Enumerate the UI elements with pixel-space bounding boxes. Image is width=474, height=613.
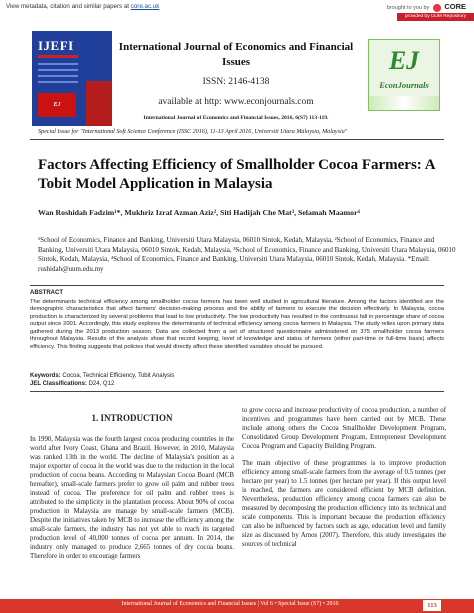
abstract-heading: ABSTRACT: [30, 290, 63, 296]
ej-badge: EJ: [38, 93, 76, 117]
body-column-right: [242, 406, 446, 557]
metadata-prefix: View metadata, citation and similar papers at: [6, 3, 130, 10]
jel-classifications: [30, 381, 114, 387]
jel-label: JEL Classifications:: [30, 381, 87, 387]
core-logo-icon: [433, 4, 441, 12]
logo-red-bar: [38, 55, 78, 58]
journal-title: International Journal of Economics and Financial Issues: [118, 41, 354, 68]
special-issue-note: Special Issue for "International Soft Science Conference (ISSC 2016), 11-13 April 2016, Universiti Utara Malaysia, Malaysia": [38, 129, 348, 135]
core-label: CORE: [444, 2, 466, 11]
keywords-label: Keywords:: [30, 373, 61, 379]
keywords: [30, 373, 174, 379]
logo-red-block: [86, 81, 112, 126]
logo-stripe: [369, 96, 439, 110]
journal-url: available at http: www.econjournals.com: [158, 97, 314, 107]
section-heading: 1. INTRODUCTION: [91, 413, 173, 423]
abstract-text: The determinants technical efficiency among smallholder cocoa farmers has been well studied in agricultural literature. Among the factors identified are the demographic characteristics that affect farmers' decision-making process and the ability of farmers to execute the decision effectively. In Malaysia, cocoa production is characterized by several problems that lead to low productivity. The low productivity has resulted in the continuous fall in percentage share of cocoa output since 2001. Accordingly, this study explores the determinants of technical efficiency among cocoa farmers in Malaysia. The study relies upon primary data gathered during the 2013 production season. Data are collected from a set of structured questionnaire administered on 375 smallholder cocoa farmers throughout Malaysia. Results of the analysis show that record keeping, level of knowledge and status of farmers (either part-time or full-time basis) affects efficiency. This finding suggests that policies that would directly affect these identified variables should be pursued.: [30, 299, 444, 350]
core-badge[interactable]: [387, 2, 466, 12]
publication-info: International Journal of Economics and Financial Issues, 2016, 6(S7) 113-119.: [143, 115, 329, 121]
paragraph: The main objective of these programmes is to improve production efficiency among small-scale farmers from the average of 0.5 tonnes (per hectare per year) to 1.5 tonnes (per hectare per year). If this output level is reached, the farmers are considered efficient by MCB definition. Nevertheless, production efficiency among cocoa farmers can also be measured by decomposing the production efficiency into its technical and scale components. This is important because the production efficiency can also be influenced by factors such as age, education level and family size as discussed by Amos (2007). Therefore, this study investigates the sources of technical: [242, 460, 446, 548]
divider: [30, 139, 444, 140]
keywords-value: Cocoa, Technical Efficiency, Tobit Analysis: [62, 373, 175, 379]
logo-lines: [38, 63, 78, 89]
paragraph: to grow cocoa and increase productivity of cocoa production, a number of incentives and programmes have been carried out by MCB. These include among others the Cocoa Smallholder Development Program, Consolidated Group Development Program, Entrepreneur Development Cocoa Program and Capacity Building Program.: [242, 407, 446, 450]
page-number: 113: [423, 600, 441, 611]
ej-logo-mark: EJ: [388, 46, 420, 75]
provided-by-band[interactable]: provided by UUM Repository: [397, 13, 474, 21]
econjournals-wordmark: EconJournals: [379, 80, 429, 90]
econjournals-logo: [368, 39, 440, 111]
core-link[interactable]: core.ac.uk: [130, 3, 160, 10]
divider: [30, 391, 444, 392]
jel-value: D24, Q12: [88, 381, 115, 387]
ijefi-cover-logo: [32, 31, 112, 126]
metadata-note: [6, 3, 159, 10]
affiliations: ¹School of Economics, Finance and Banking, Universiti Utara Malaysia, 06010 Sintok, Kedah, Malaysia, ²School of Economics, Finance and Banking, Universiti Utara Malaysia, 06010 Sintok, Kedah, Malaysia, ³School of Economics, Finance and Banking, Universiti Utara Malaysia, 06010 Sintok, Kedah, Malaysia, ⁴School of Economics, Finance and Banking, Universiti Utara Malaysia, 06010 Sintok, Kedah, Malaysia. *Email: rushidah@uum.edu.my: [38, 236, 456, 273]
authors: Wan Roshidah Fadzim¹*, Mukhriz Izraf Azman Aziz², Siti Hadijah Che Mat³, Selamah Maamor⁴: [38, 208, 360, 217]
divider: [30, 285, 444, 286]
ijefi-logo-text: IJEFI: [38, 38, 74, 53]
issn: ISSN: 2146-4138: [202, 77, 270, 87]
brought-by-text: brought to you by: [386, 5, 430, 11]
body-column-left: In 1990, Malaysia was the fourth largest cocoa producing countries in the world after Ivory Coast, Ghana and Brazil. However, in 2010, Malaysia was ranked 13th in the world. The decline of Malaysia's position as a major exporter of cocoa in the world was due to the reduction in the local production of cocoa beans. According to Malaysian Cocoa Board (MCB hereafter), small-scale farmers prefer to grow oil palm and rubber trees instead of cocoa. The preference for oil palm and rubber trees is attributed to the simplicity in the plantation process. About 90% of cocoa production in Malaysia are manage by small-scale farmers (MCB). Despite the initiatives taken by MCB to increase the efficiency among the small-scale farmers, the industry has not yet able to reach its targeted production level of 40,000 tonnes of cocoa per annum. In 2014, the industry only managed to produce 2,665 tonnes of dry cocoa beans. Therefore in order to encourage farmers: [30, 436, 234, 560]
article-title: Factors Affecting Efficiency of Smallholder Cocoa Farmers: A Tobit Model Application in Malaysia: [38, 157, 435, 192]
footer-citation: International Journal of Economics and Financial Issues | Vol 6 • Special Issue (S7) • 2016: [121, 601, 339, 607]
